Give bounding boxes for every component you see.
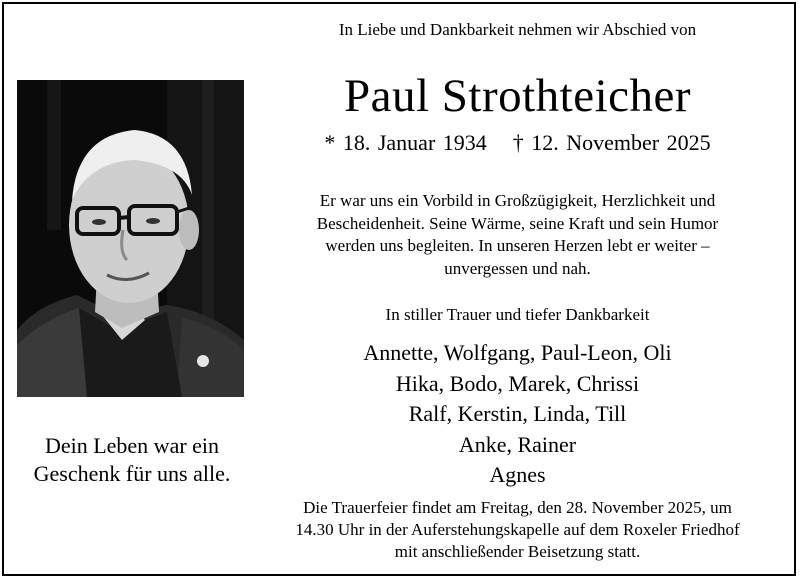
tribute-line: werden uns begleiten. In unseren Herzen lebt er weiter – — [325, 236, 710, 255]
portrait-illustration — [17, 80, 244, 397]
family-names — [255, 338, 780, 491]
funeral-line: 14.30 Uhr in der Auferstehungskapelle auf dem Roxeler Friedhof — [295, 520, 740, 539]
header-line: In Liebe und Dankbarkeit nehmen wir Abschied von — [338, 20, 697, 39]
family-line: Anke, Rainer — [458, 431, 577, 457]
quote-line: Geschenk für uns alle. — [33, 461, 231, 486]
portrait-photo — [17, 80, 244, 397]
tribute-line: unvergessen und nah. — [444, 258, 591, 278]
life-dates — [255, 130, 780, 156]
family-line: Ralf, Kerstin, Linda, Till — [408, 401, 627, 426]
family-line: Agnes — [489, 462, 546, 487]
funeral-details — [245, 497, 790, 563]
family-line: Annette, Wolfgang, Paul-Leon, Oli — [363, 340, 672, 365]
death-date: † 12. November 2025 — [512, 130, 711, 155]
tribute-text — [255, 190, 780, 280]
birth-date: * 18. Januar 1934 — [324, 130, 487, 155]
funeral-line: mit anschließender Beisetzung statt. — [394, 542, 641, 561]
funeral-line: Die Trauerfeier findet am Freitag, den 28. November 2025, um — [303, 498, 732, 517]
tribute-line: Er war uns ein Vorbild in Großzügigkeit, Herzlichkeit und — [319, 191, 716, 210]
tribute-line: Bescheidenheit. Seine Wärme, seine Kraft und sein Humor — [316, 213, 719, 233]
family-line: Hika, Bodo, Marek, Chrissi — [395, 370, 640, 396]
quote-line: Dein Leben war ein — [44, 433, 220, 458]
memorial-quote — [12, 432, 252, 488]
deceased-name: Paul Strothteicher — [343, 70, 692, 122]
mourning-line: In stiller Trauer und tiefer Dankbarkeit — [385, 305, 650, 324]
